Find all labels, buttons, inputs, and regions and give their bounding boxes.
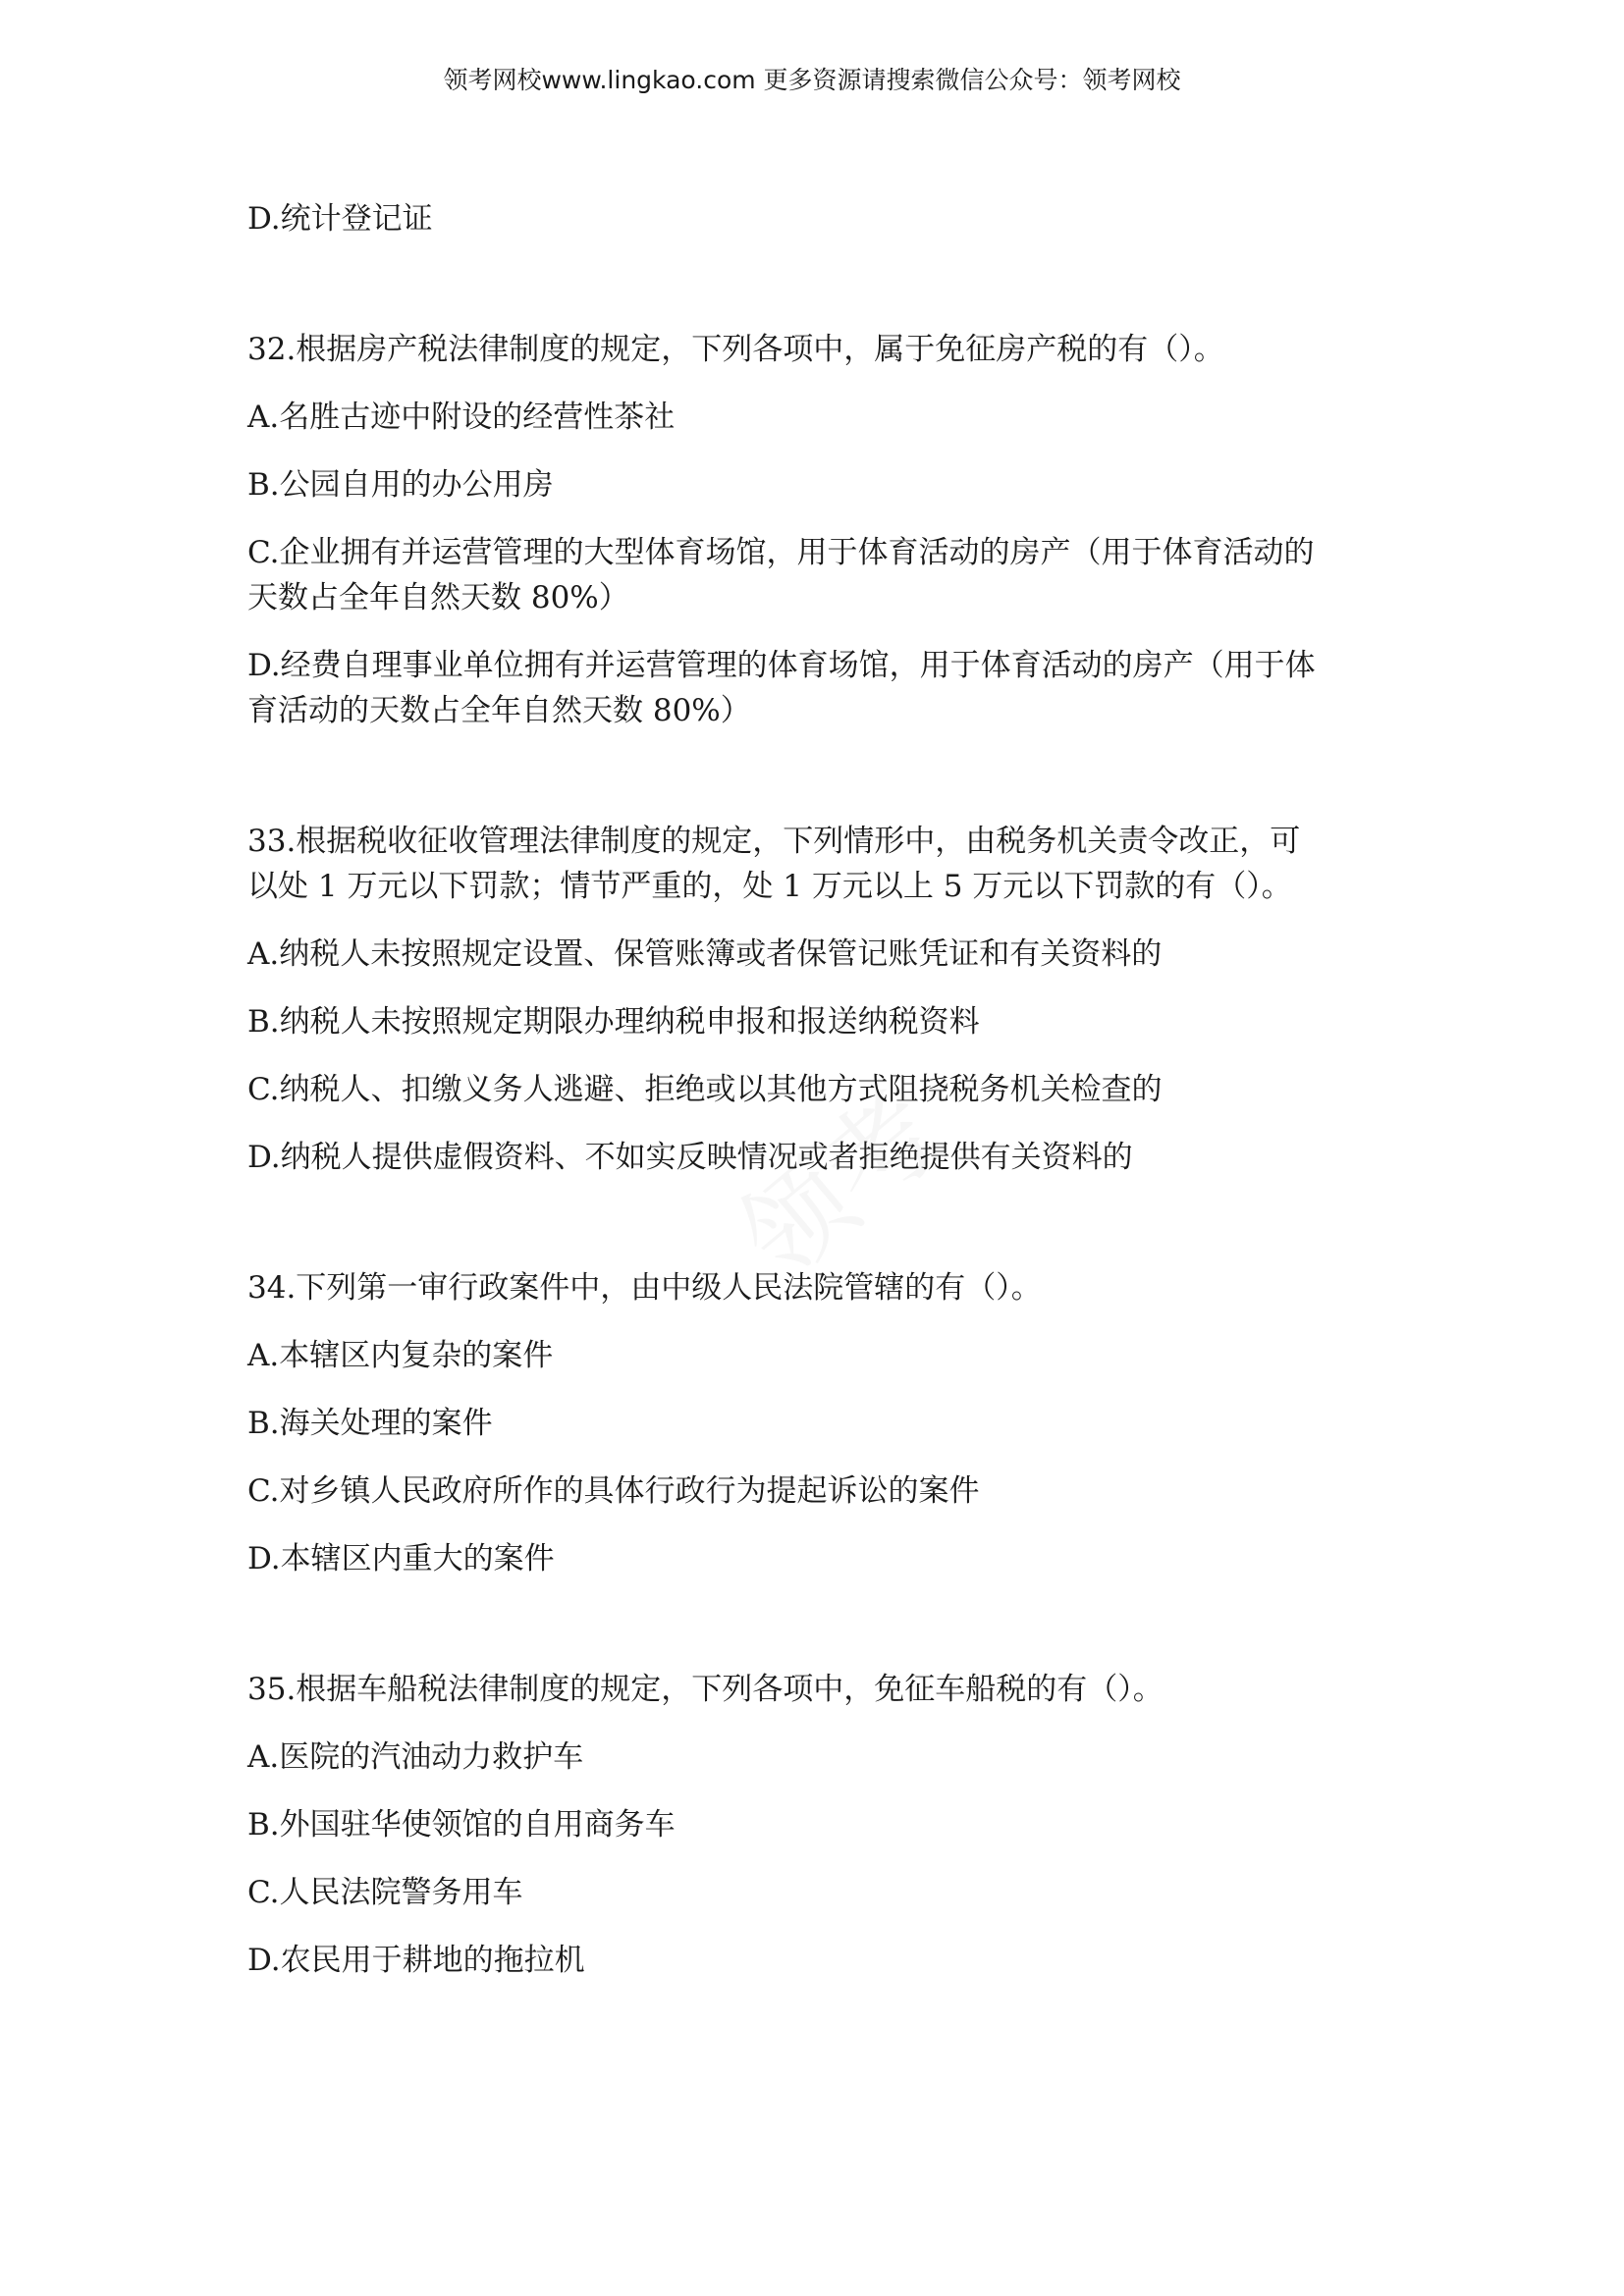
question-block: [247, 1667, 1406, 1983]
answer-option-line: C.纳税人、扣缴义务人逃避、拒绝或以其他方式阻挠税务机关检查的: [247, 1072, 1163, 1107]
background-watermark: 领考: [717, 1067, 964, 1303]
answer-option-line: D.农民用于耕地的拖拉机: [247, 1943, 585, 1978]
answer-option: [247, 932, 1406, 977]
question-block: [247, 819, 1406, 1180]
answer-option-line: A.纳税人未按照规定设置、保管账簿或者保管记账凭证和有关资料的: [247, 936, 1163, 972]
answer-option: [247, 999, 1406, 1044]
question-list: [247, 327, 1406, 1983]
document-body: [247, 196, 1406, 2005]
answer-option: [247, 1802, 1406, 1847]
question-stem: [247, 1667, 1406, 1712]
page-header: [0, 63, 1624, 98]
answer-option-line: C.人民法院警务用车: [247, 1875, 523, 1910]
answer-option: [247, 1401, 1406, 1446]
carryover-option: D.统计登记证: [247, 201, 433, 237]
question-stem: [247, 819, 1406, 909]
answer-option-line: B.海关处理的案件: [247, 1406, 493, 1441]
answer-option: [247, 1333, 1406, 1378]
answer-option-line: A.名胜古迹中附设的经营性茶社: [247, 400, 676, 435]
answer-option: [247, 1536, 1406, 1581]
answer-option-line: B.公园自用的办公用房: [247, 467, 554, 503]
answer-option: [247, 1067, 1406, 1112]
header-text: 领考网校www.lingkao.com 更多资源请搜索微信公众号：领考网校: [443, 66, 1181, 94]
answer-option: [247, 1938, 1406, 1983]
answer-option: [247, 1870, 1406, 1915]
answer-option: [247, 1135, 1406, 1180]
answer-option: [247, 1735, 1406, 1780]
answer-option: [247, 462, 1406, 507]
answer-option-line: D.纳税人提供虚假资料、不如实反映情况或者拒绝提供有关资料的: [247, 1140, 1133, 1175]
question-block: [247, 1265, 1406, 1581]
question-stem-line: 34.下列第一审行政案件中，由中级人民法院管辖的有（）。: [247, 1270, 1042, 1306]
answer-option-line: D.本辖区内重大的案件: [247, 1541, 555, 1576]
answer-option: [247, 530, 1406, 620]
answer-option-line: 天数占全年自然天数 80%）: [247, 580, 629, 615]
answer-option: [247, 1468, 1406, 1514]
question-stem: [247, 1265, 1406, 1310]
answer-option-line: B.外国驻华使领馆的自用商务车: [247, 1807, 676, 1842]
answer-option-line: A.医院的汽油动力救护车: [247, 1739, 584, 1775]
question-block: [247, 327, 1406, 733]
answer-option: [247, 395, 1406, 440]
answer-option-line: A.本辖区内复杂的案件: [247, 1338, 554, 1373]
answer-option-line: C.对乡镇人民政府所作的具体行政行为提起诉讼的案件: [247, 1473, 980, 1509]
question-stem-line: 33.根据税收征收管理法律制度的规定，下列情形中，由税务机关责令改正，可: [247, 824, 1301, 859]
question-stem-line: 以处 1 万元以下罚款；情节严重的，处 1 万元以上 5 万元以下罚款的有（）。: [247, 869, 1292, 904]
question-stem-line: 35.根据车船税法律制度的规定，下列各项中，免征车船税的有（）。: [247, 1672, 1164, 1707]
answer-option: [247, 643, 1406, 733]
question-stem-line: 32.根据房产税法律制度的规定，下列各项中，属于免征房产税的有（）。: [247, 332, 1224, 367]
question-stem: [247, 327, 1406, 372]
answer-option-line: 育活动的天数占全年自然天数 80%）: [247, 693, 751, 728]
answer-option-line: D.经费自理事业单位拥有并运营管理的体育场馆，用于体育活动的房产（用于体: [247, 648, 1316, 683]
answer-option-line: C.企业拥有并运营管理的大型体育场馆，用于体育活动的房产（用于体育活动的: [247, 535, 1315, 570]
answer-option-line: B.纳税人未按照规定期限办理纳税申报和报送纳税资料: [247, 1004, 980, 1040]
